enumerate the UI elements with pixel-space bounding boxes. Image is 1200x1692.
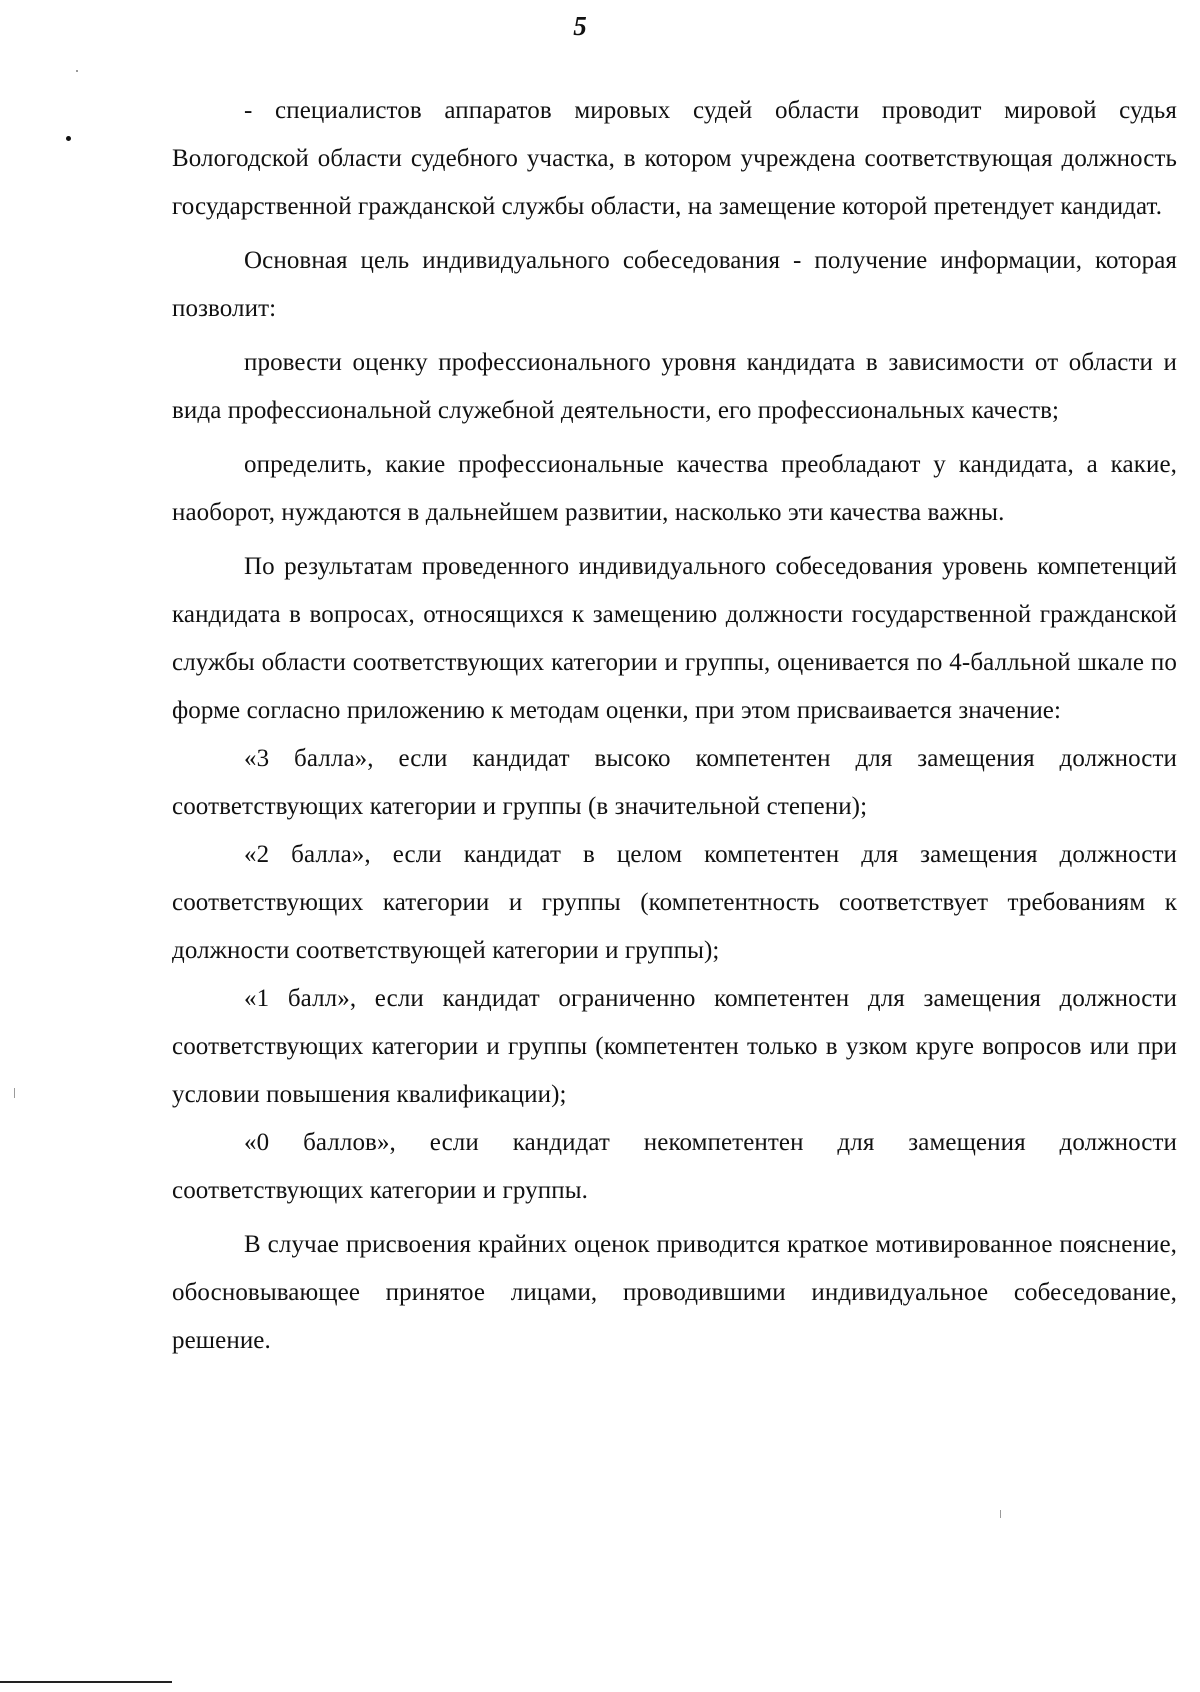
document-body [172, 87, 1177, 1365]
paragraph-5: По результатам проведенного индивидуального собеседования уровень компетенций кандидата в вопросах, относящихся к замещению должности государственной гражданской службы области соответствующих категории и группы, оценивается по 4-балльной шкале по форме согласно приложению к методам оценки, при этом присваивается значение: [172, 553, 1177, 724]
footnote-separator-line [0, 1681, 172, 1683]
scan-speck [14, 1088, 15, 1098]
paragraph-8: «1 балл», если кандидат ограниченно компетентен для замещения должности соответствующих категории и группы (компетентен только в узком круге вопросов или при условии повышения квалификации); [172, 985, 1177, 1108]
paragraph-10: В случае присвоения крайних оценок приводится краткое мотивированное пояснение, обосновывающее принятое лицами, проводившими индивидуальное собеседование, решение. [172, 1231, 1177, 1354]
page-number: 5 [573, 11, 587, 41]
paragraph-7: «2 балла», если кандидат в целом компетентен для замещения должности соответствующих категории и группы (компетентность соответствует требованиям к должности соответствующей категории и группы); [172, 841, 1177, 964]
paragraph-3: провести оценку профессионального уровня кандидата в зависимости от области и вида профессиональной служебной деятельности, его профессиональных качеств; [172, 349, 1177, 424]
paragraph-1: - специалистов аппаратов мировых судей области проводит мировой судья Вологодской области судебного участка, в котором учреждена соответствующая должность государственной гражданской службы области, на замещение которой претендует кандидат. [172, 97, 1177, 220]
scan-speck [1000, 1510, 1001, 1518]
paragraph-2: Основная цель индивидуального собеседования - получение информации, которая позволит: [172, 247, 1177, 322]
scan-speck [76, 70, 78, 72]
paragraph-6: «3 балла», если кандидат высоко компетентен для замещения должности соответствующих категории и группы (в значительной степени); [172, 745, 1177, 820]
scan-dot-mark [66, 136, 71, 141]
paragraph-9: «0 баллов», если кандидат некомпетентен для замещения должности соответствующих категории и группы. [172, 1129, 1177, 1204]
paragraph-4: определить, какие профессиональные качества преобладают у кандидата, а какие, наоборот, нуждаются в дальнейшем развитии, насколько эти качества важны. [172, 451, 1177, 526]
